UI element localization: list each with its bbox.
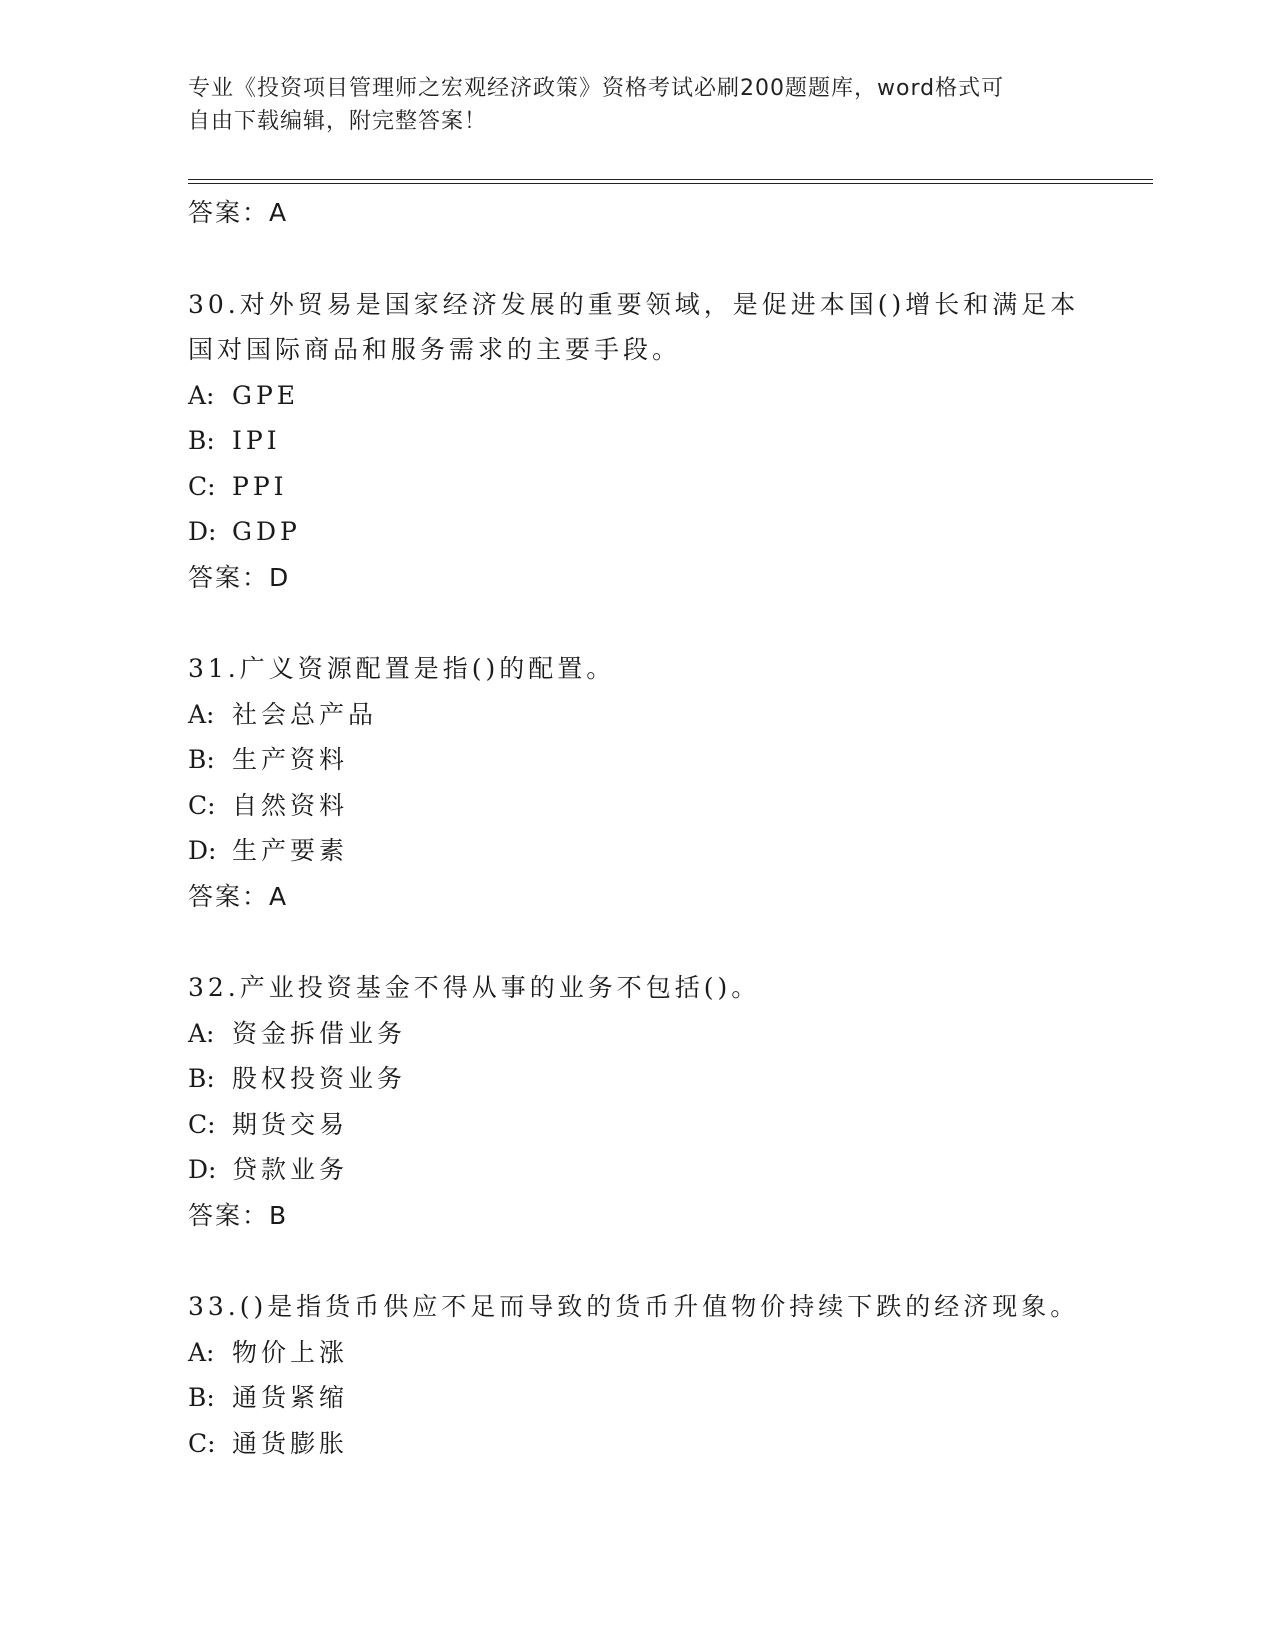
option-a: A: 社会总产品	[188, 699, 378, 729]
option-b: B: IPI	[188, 426, 281, 455]
previous-answer: 答案：A	[188, 198, 289, 227]
question-stem: 30.对外贸易是国家经济发展的重要领域，是促进本国()增长和满足本	[188, 289, 1080, 319]
option-d: D: 生产要素	[188, 836, 349, 865]
question-stem: 32.产业投资基金不得从事的业务不包括()。	[188, 973, 761, 1002]
option-d: D: GDP	[188, 517, 301, 546]
question-list	[188, 190, 1128, 1466]
option-a: A: 物价上涨	[188, 1337, 349, 1367]
header-line-2: 自由下载编辑，附完整答案！	[188, 109, 488, 134]
option-a: A: 资金拆借业务	[188, 1018, 407, 1048]
option-d: D: 贷款业务	[188, 1155, 349, 1184]
question-stem: 31.广义资源配置是指()的配置。	[188, 654, 616, 683]
question-stem-continued: 国对国际商品和服务需求的主要手段。	[188, 335, 682, 364]
option-b: B: 股权投资业务	[188, 1064, 407, 1093]
option-c: C: 期货交易	[188, 1109, 349, 1139]
answer: 答案：D	[188, 562, 291, 592]
question-32	[188, 965, 1128, 1238]
question-31	[188, 646, 1128, 919]
option-c: C: 通货膨胀	[188, 1428, 349, 1458]
answer: 答案：A	[188, 881, 289, 911]
question-30	[188, 282, 1128, 601]
question-33	[188, 1284, 1128, 1466]
header-line-1: 专业《投资项目管理师之宏观经济政策》资格考试必刷200题题库，word格式可	[188, 76, 1005, 101]
document-header	[188, 72, 1088, 138]
option-a: A: GPE	[188, 380, 300, 410]
option-b: B: 生产资料	[188, 745, 349, 774]
option-b: B: 通货紧缩	[188, 1383, 349, 1412]
option-c: C: 自然资料	[188, 790, 349, 820]
header-rule-bottom	[188, 183, 1153, 184]
question-stem: 33.()是指货币供应不足而导致的货币升值物价持续下跌的经济现象。	[188, 1292, 1080, 1321]
option-c: C: PPI	[188, 471, 288, 501]
answer: 答案：B	[188, 1200, 289, 1230]
header-rule-top	[188, 179, 1153, 180]
